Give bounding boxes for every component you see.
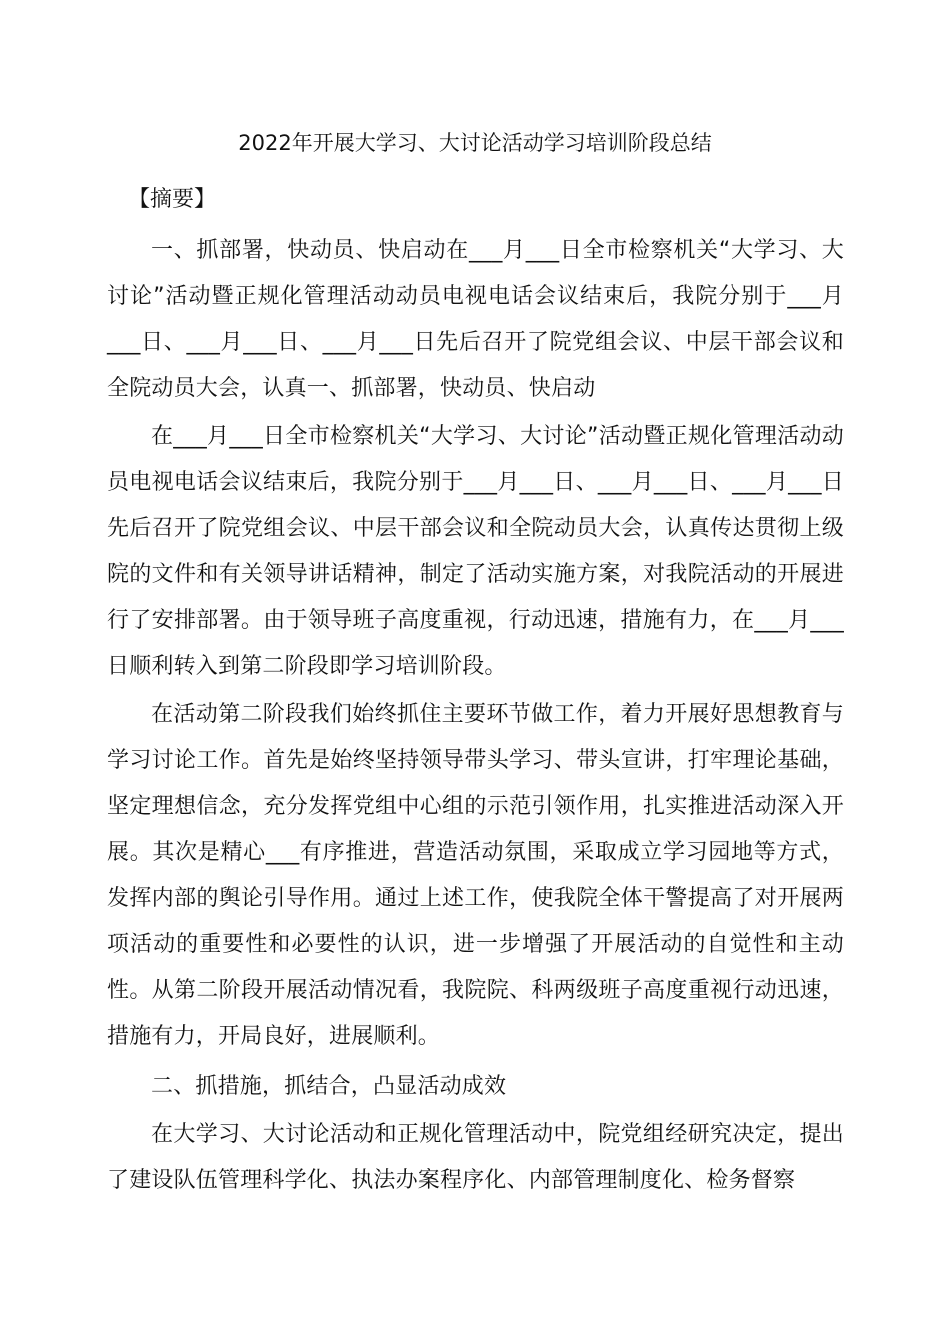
abstract-label: 【摘要】 bbox=[128, 187, 217, 212]
paragraph-3: 在活动第二阶段我们始终抓住主要环节做工作，着力开展好思想教育与学习讨论工作。首先是始终坚持领导带头学习、带头宣讲，打牢理论基础，坚定理想信念，充分发挥党组中心组的示范引领作用，扎实推进活动深入开展。其次是精心___有序推进，营造活动氛围，采取成立学习园地等方式，发挥内部的舆论引导作用。通过上述工作，使我院全体干警提高了对开展两项活动的重要性和必要性的认识，进一步增强了开展活动的自觉性和主动性。从第二阶段开展活动情况看，我院院、科两级班子高度重视行动迅速，措施有力，开局良好，进展顺利。 bbox=[107, 702, 844, 1049]
paragraph-4: 在大学习、大讨论活动和正规化管理活动中，院党组经研究决定，提出了建设队伍管理科学化、执法办案程序化、内部管理制度化、检务督察 bbox=[107, 1122, 844, 1193]
document-body bbox=[107, 228, 844, 1204]
section-heading-2: 二、抓措施，抓结合，凸显活动成效 bbox=[151, 1074, 507, 1099]
paragraph-1: 一、抓部署，快动员、快启动在___月___日全市检察机关“大学习、大讨论”活动暨正规化管理活动动员电视电话会议结束后，我院分别于___月___日、___月___日、___月___日先后召开了院党组会议、中层干部会议和全院动员大会，认真一、抓部署，快动员、快启动 bbox=[107, 238, 844, 401]
paragraph-2: 在___月___日全市检察机关“大学习、大讨论”活动暨正规化管理活动动员电视电话会议结束后，我院分别于___月___日、___月___日、___月___日先后召开了院党组会议、中层干部会议和全院动员大会，认真传达贯彻上级院的文件和有关领导讲话精神，制定了活动实施方案，对我院活动的开展进行了安排部署。由于领导班子高度重视，行动迅速，措施有力，在___月___日顺利转入到第二阶段即学习培训阶段。 bbox=[107, 424, 844, 679]
document-title: 2022年开展大学习、大讨论活动学习培训阶段总结 bbox=[238, 131, 712, 155]
